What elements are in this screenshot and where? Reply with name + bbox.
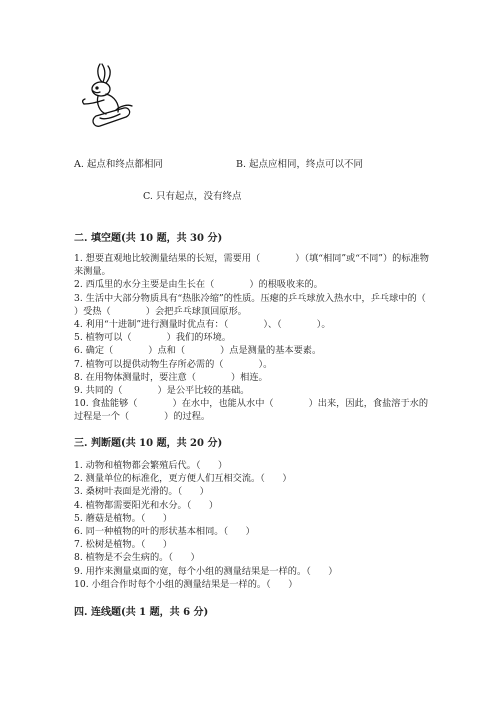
fill-question-1: 1. 想要直观地比较测量结果的长短，需要用（ ）（填“相同”或“不同”）的标准物来测量。 [74,253,429,278]
option-c: C. 只有起点，没有终点 [143,191,242,202]
section-title-fill: 二. 填空题(共 10 题，共 30 分) [74,233,223,244]
judge-question-8: 8. 植物是不会生病的。（ ） [74,552,200,564]
fill-question-5: 5. 植物可以（ ）我们的环境。 [74,332,231,344]
option-a: A. 起点和终点都相同 [74,159,163,170]
fill-question-10: 10. 食盐能够（ ）在水中，也能从水中（ ）出来，因此，食盐溶于水的过程是一个（ ）的过程。 [74,398,429,423]
judge-question-6: 6. 同一种植物的叶的形状基本相同。（ ） [74,526,255,538]
fill-question-6: 6. 确定（ ）点和（ ）点是测量的基本要素。 [74,345,322,357]
fill-question-9: 9. 共同的（ ）是公平比较的基础。 [74,385,250,397]
judge-question-7: 7. 松树是植物。（ ） [74,539,173,551]
section-title-judge: 三. 判断题(共 10 题，共 20 分) [74,438,223,449]
judge-question-5: 5. 蘑菇是植物。（ ） [74,512,173,524]
fill-question-4: 4. 利用“十进制”进行测量时优点有：（ ）、（ ）。 [74,319,331,331]
judge-question-1: 1. 动物和植物都会繁殖后代。（ ） [74,460,228,471]
rabbit-measuring-illustration [76,60,136,135]
judge-question-2: 2. 测量单位的标准化，更方便人们互相交流。（ ） [74,473,292,485]
fill-question-list [74,252,461,424]
judge-question-4: 4. 植物都需要阳光和水分。（ ） [74,499,219,511]
fill-question-7: 7. 植物可以提供动物生存所必需的（ ）。 [74,358,273,370]
fill-question-8: 8. 在用物体测量时，要注意（ ）相连。 [74,371,268,383]
fill-question-2: 2. 西瓜里的水分主要是由生长在（ ）的根吸收来的。 [74,279,323,291]
judge-question-list [74,459,434,591]
section-title-match: 四. 连线题(共 1 题，共 6 分) [74,607,209,618]
judge-question-10: 10. 小组合作时每个小组的测量结果是一样的。（ ） [74,578,298,590]
fill-question-3: 3. 生活中大部分物质具有“热胀冷缩”的性质。压瘪的乒乓球放入热水中，乒乓球中的（ ）受热（ ）会把乒乓球顶回原形。 [74,292,461,317]
judge-question-3: 3. 桑树叶表面是光滑的。（ ） [74,486,209,498]
judge-question-9: 9. 用拃来测量桌面的宽，每个小组的测量结果是一样的。（ ） [74,565,338,577]
option-b: B. 起点应相同，终点可以不同 [236,159,364,170]
